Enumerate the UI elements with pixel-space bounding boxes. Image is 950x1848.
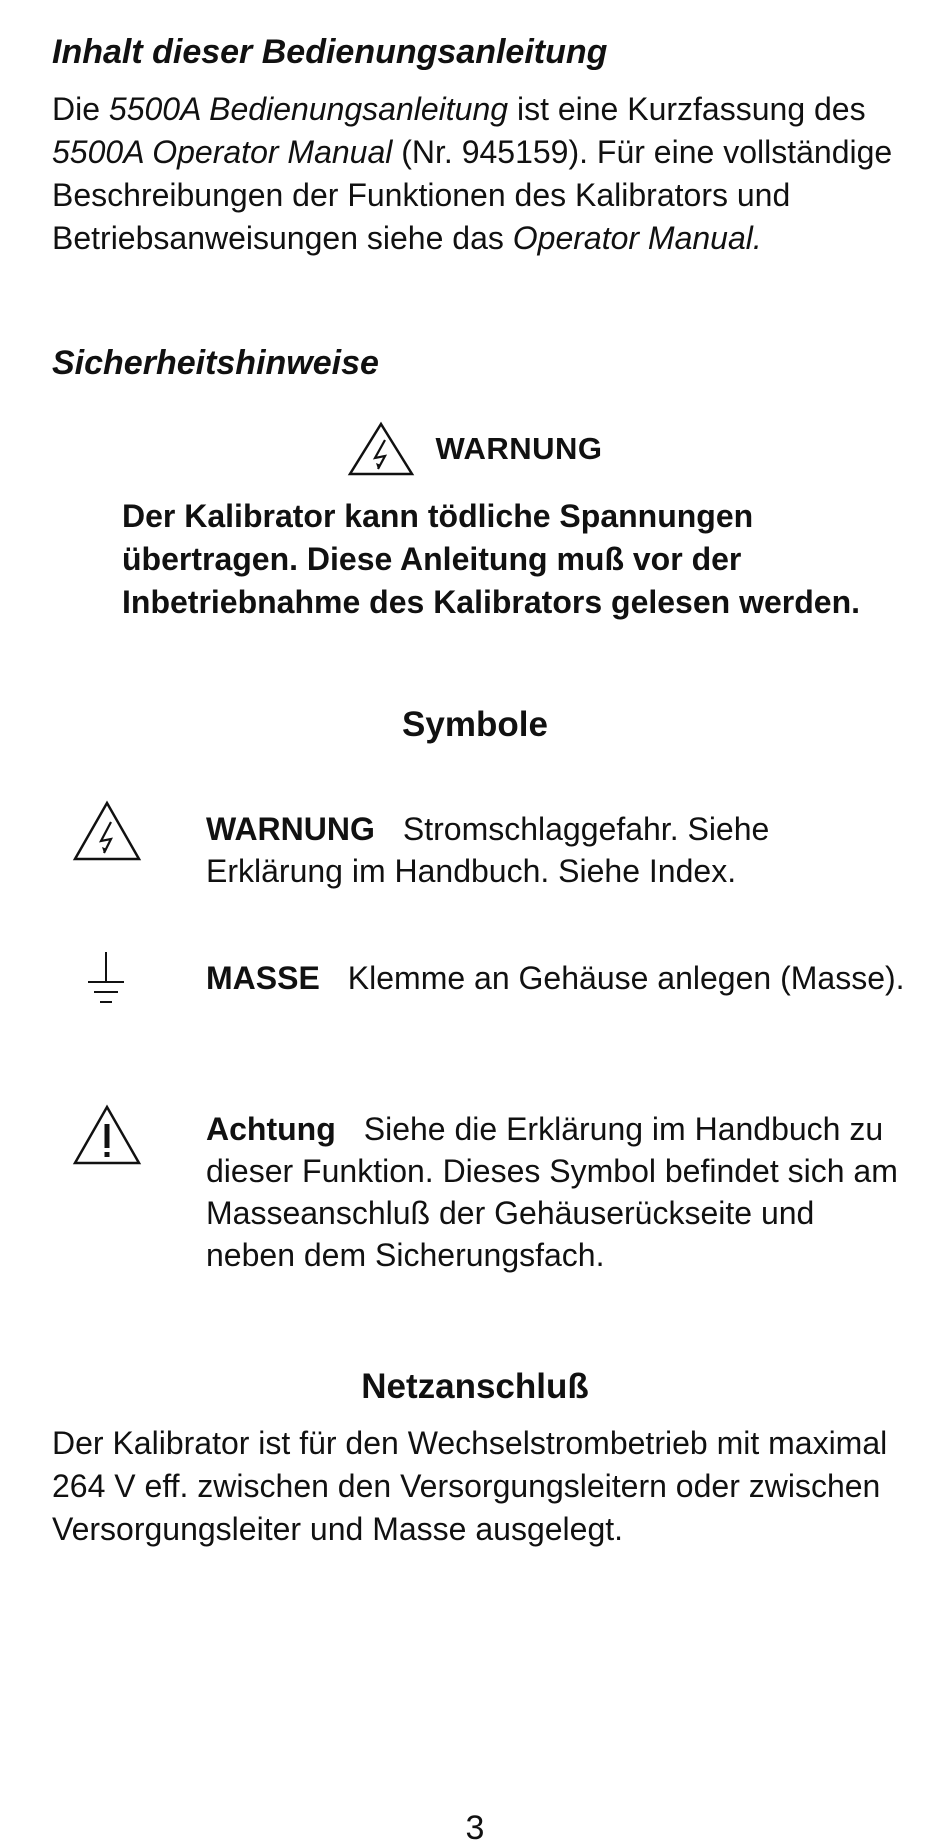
power-heading: Netzanschluß — [361, 1367, 589, 1406]
symbol-desc-caution: Siehe die Erklärung im Handbuch zu dieser Funktion. Dieses Symbol befindet sich am Masseanschluß der Gehäuserückseite und neben dem Sicherungsfach. — [206, 1111, 898, 1273]
caution-icon — [72, 1104, 142, 1166]
contents-text-1: Die — [52, 91, 109, 127]
contents-title-short-manual: 5500A Bedienungsanleitung — [108, 91, 509, 127]
page-number: 3 — [465, 1809, 485, 1847]
symbol-item-warning — [206, 808, 906, 892]
contents-heading: Inhalt dieser Bedienungsanleitung — [52, 33, 608, 71]
contents-text-3: (Nr. 945159). Für eine vollständige Beschreibungen der Funktionen des Kalibrators und Betriebsanweisungen siehe das — [52, 134, 893, 256]
contents-title-operator-manual: 5500A Operator Manual — [52, 134, 393, 170]
warning-label: WARNUNG — [435, 431, 603, 466]
warning-header — [0, 418, 950, 480]
symbol-desc-ground: Klemme an Gehäuse anlegen (Masse). — [347, 960, 905, 996]
symbol-term-caution: Achtung — [206, 1111, 336, 1147]
ground-icon — [84, 950, 128, 1008]
symbol-item-caution — [206, 1108, 906, 1276]
contents-title-operator-manual-ref: Operator Manual. — [512, 220, 762, 256]
contents-paragraph — [52, 88, 922, 260]
symbol-term-ground: MASSE — [206, 960, 320, 996]
symbols-heading: Symbole — [402, 705, 548, 744]
safety-heading: Sicherheitshinweise — [52, 344, 379, 382]
contents-text-2: ist eine Kurzfassung des — [508, 91, 866, 127]
high-voltage-warning-icon — [72, 800, 142, 862]
symbol-item-ground — [206, 957, 906, 999]
power-paragraph: Der Kalibrator ist für den Wechselstrombetrieb mit maximal 264 V eff. zwischen den Versorgungsleitern oder zwischen Versorgungsleiter und Masse ausgelegt. — [52, 1425, 888, 1547]
symbol-term-warning: WARNUNG — [206, 811, 375, 847]
warning-text: Der Kalibrator kann tödliche Spannungen übertragen. Diese Anleitung muß vor der Inbetriebnahme des Kalibrators gelesen werden. — [122, 498, 860, 620]
high-voltage-warning-icon — [347, 421, 415, 477]
symbol-desc-warning: Stromschlaggefahr. Siehe Erklärung im Handbuch. Siehe Index. — [206, 811, 770, 889]
